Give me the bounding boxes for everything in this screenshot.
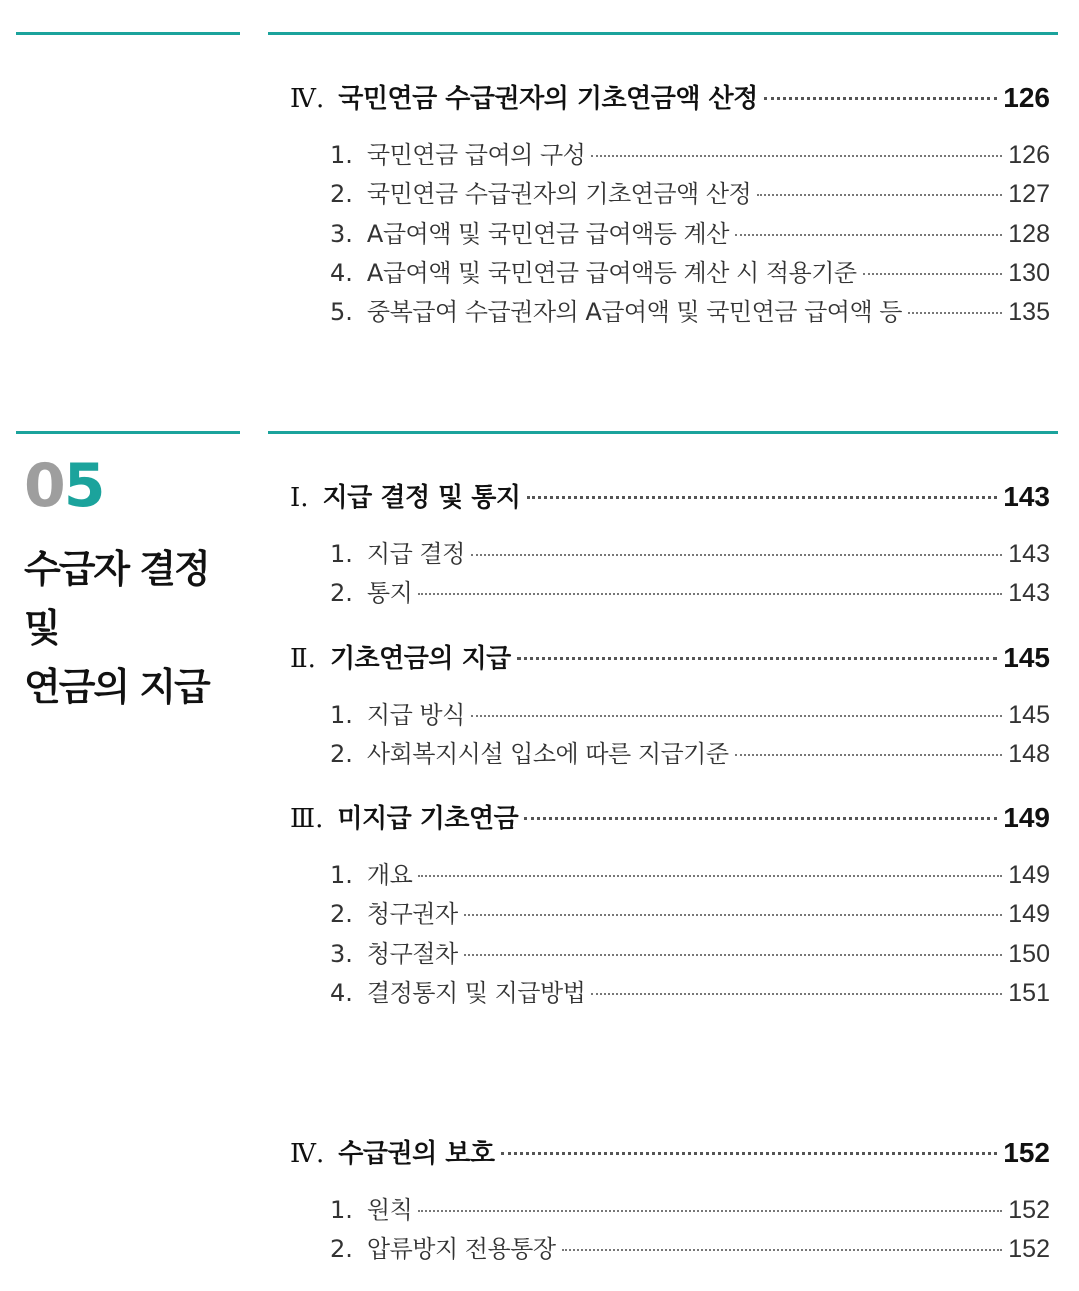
toc-section-heading[interactable]: [290, 477, 1050, 517]
toc-section-heading[interactable]: [290, 78, 1050, 118]
toc-item[interactable]: 2. 사회복지시설 입소에 따른 지급기준 148: [330, 739, 1050, 768]
leader-dots: [464, 954, 1003, 956]
leader-dots: [908, 312, 1002, 314]
section-title: 기초연금의 지급: [329, 643, 511, 674]
toc-item[interactable]: 2. 국민연금 수급권자의 기초연금액 산정 127: [330, 180, 1050, 209]
toc-item[interactable]: 5. 중복급여 수급권자의 A급여액 및 국민연금 급여액 등 135: [330, 298, 1050, 327]
section-numeral: Ⅳ.: [290, 84, 325, 114]
toc-item[interactable]: 3. A급여액 및 국민연금 급여액등 계산 128: [330, 219, 1050, 248]
leader-dots: [562, 1249, 1003, 1251]
toc-prev-section: [290, 78, 1050, 332]
leader-dots: [517, 657, 997, 660]
leader-dots: [757, 194, 1002, 196]
leader-dots: [735, 754, 1003, 756]
chapter-title-line: 연금의 지급: [24, 665, 209, 709]
leader-dots: [527, 496, 998, 499]
leader-dots: [501, 1152, 998, 1155]
top-left-rule: [16, 32, 240, 35]
section-title: 수급권의 보호: [338, 1139, 495, 1169]
toc-section-heading[interactable]: [290, 798, 1050, 838]
leader-dots: [735, 234, 1002, 236]
toc-item[interactable]: 1. 국민연금 급여의 구성 126: [330, 141, 1050, 169]
section-title: 국민연금 수급권자의 기초연금액 산정: [338, 84, 758, 114]
leader-dots: [418, 1210, 1002, 1212]
toc-item[interactable]: 1. 개요 149: [330, 861, 1050, 890]
leader-dots: [764, 97, 998, 100]
section-title: 미지급 기초연금: [337, 804, 519, 835]
toc-item[interactable]: 2. 압류방지 전용통장 152: [330, 1235, 1050, 1264]
chapter-left-rule: [16, 431, 240, 434]
toc-item[interactable]: 4. 결정통지 및 지급방법 151: [330, 979, 1050, 1008]
leader-dots: [471, 715, 1003, 717]
toc-item[interactable]: 1. 지급 결정 143: [330, 540, 1050, 568]
section-numeral: Ⅱ.: [290, 643, 316, 674]
top-right-rule: [268, 32, 1058, 35]
section-page: 143: [1003, 481, 1050, 512]
section-title: 지급 결정 및 통지: [322, 483, 521, 513]
section-numeral: Ⅲ.: [290, 804, 324, 835]
section-page: 152: [1003, 1137, 1050, 1168]
leader-dots: [591, 993, 1002, 995]
toc-chapter-05-section-4: [290, 1133, 1050, 1270]
leader-dots: [863, 273, 1003, 275]
leader-dots: [524, 817, 997, 820]
toc-item[interactable]: 1. 원칙 152: [330, 1196, 1050, 1224]
chapter-right-rule: [268, 431, 1058, 434]
section-page: 145: [1003, 641, 1050, 673]
leader-dots: [591, 155, 1002, 157]
toc-section-heading[interactable]: [290, 1133, 1050, 1173]
toc-item[interactable]: 1. 지급 방식 145: [330, 700, 1050, 729]
toc-item[interactable]: 2. 통지 143: [330, 579, 1050, 608]
chapter-number: 05: [24, 451, 104, 521]
toc-section-heading[interactable]: [290, 638, 1050, 678]
toc-item[interactable]: 2. 청구권자 149: [330, 900, 1050, 929]
leader-dots: [464, 914, 1003, 916]
toc-item[interactable]: 3. 청구절차 150: [330, 939, 1050, 968]
chapter-title: [24, 540, 209, 717]
section-numeral: Ⅳ.: [290, 1139, 325, 1169]
toc-item[interactable]: 4. A급여액 및 국민연금 급여액등 계산 시 적용기준 130: [330, 258, 1050, 287]
leader-dots: [418, 593, 1002, 595]
section-page: 126: [1003, 82, 1050, 113]
leader-dots: [418, 875, 1002, 877]
toc-chapter-05: [290, 477, 1050, 1013]
section-numeral: Ⅰ.: [290, 483, 309, 513]
section-page: 149: [1003, 802, 1050, 834]
chapter-title-line: 및: [24, 606, 59, 650]
leader-dots: [471, 554, 1003, 556]
chapter-title-line: 수급자 결정: [24, 547, 209, 591]
